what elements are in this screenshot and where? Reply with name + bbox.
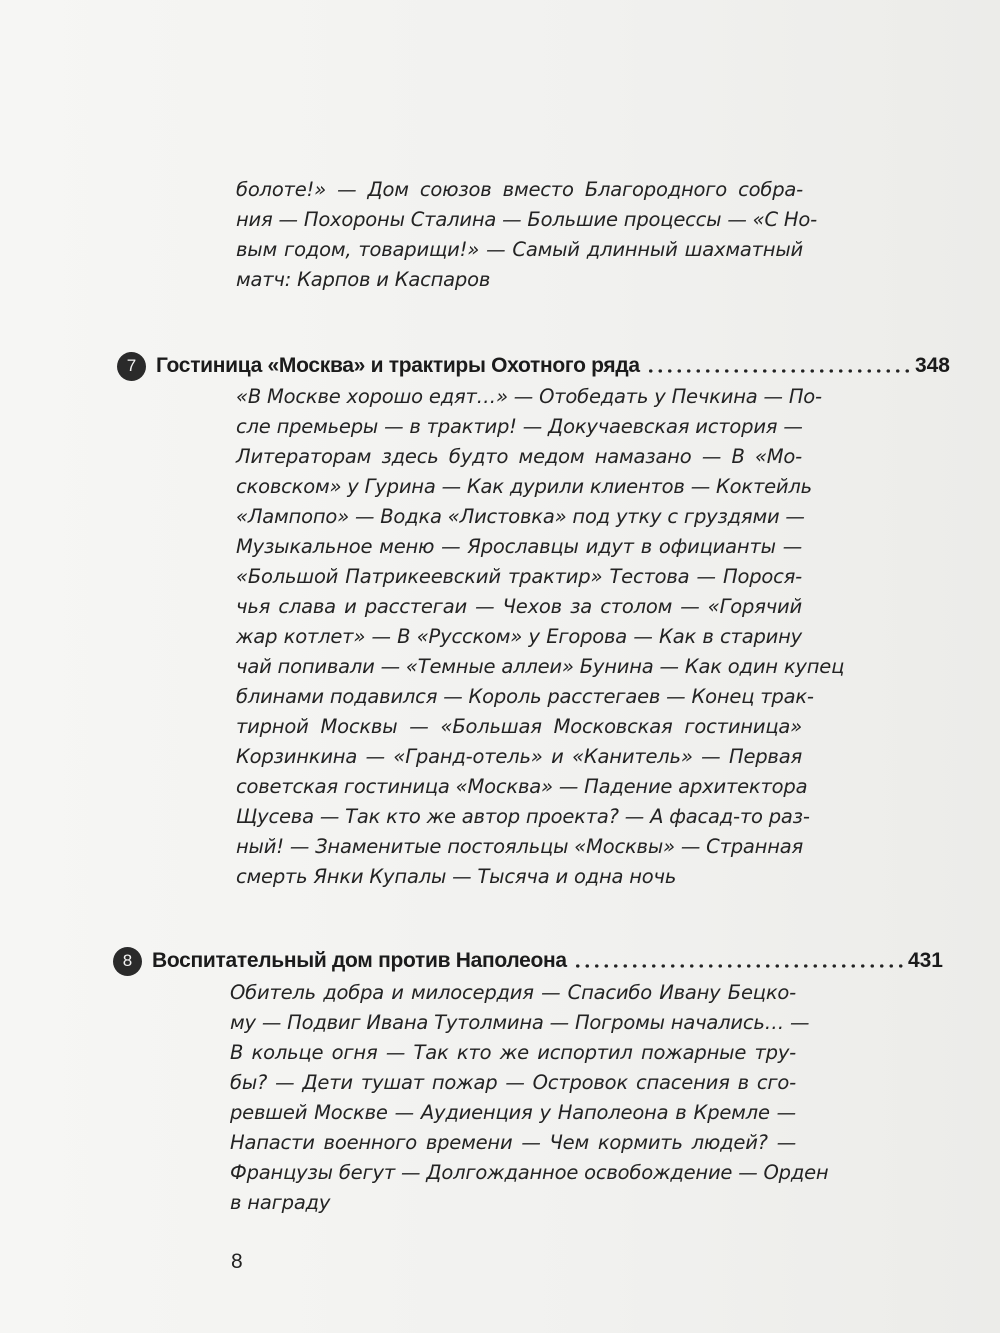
text-line: блинами подавился — Король расстегаев — Конец трак- <box>236 685 814 708</box>
text-line: сле премьеры — в трактир! — Докучаевская история — <box>236 415 803 438</box>
text-line: «Лампопо» — Водка «Листовка» под утку с груздями — <box>236 505 805 528</box>
text-line: му — Подвиг Ивана Тутолмина — Погромы начались… — <box>230 1011 810 1034</box>
chapter-title: Воспитательный дом против Наполеона <box>152 949 567 972</box>
text-line: матч: Карпов и Каспаров <box>236 268 491 291</box>
text-line: Напасти военного времени — Чем кормить людей? — <box>230 1131 796 1154</box>
text-line: жар котлет» — В «Русском» у Егорова — Как в старину <box>236 625 802 648</box>
chapter-heading-7 <box>117 349 950 383</box>
text-line: бы? — Дети тушат пожар — Островок спасения в сго- <box>230 1071 796 1094</box>
text-line: болоте!» — Дом союзов вместо Благородного собра- <box>236 178 803 201</box>
text-line: смерть Янки Купалы — Тысяча и одна ночь <box>236 865 677 888</box>
text-line: ный! — Знаменитые постояльцы «Москвы» — Странная <box>236 835 804 858</box>
chapter-number-badge: 7 <box>117 352 146 381</box>
page-number: 8 <box>231 1250 243 1273</box>
text-line: Корзинкина — «Гранд-отель» и «Канитель» — Первая <box>236 745 802 768</box>
text-line: В кольце огня — Так кто же испортил пожарные тру- <box>230 1041 796 1064</box>
text-line: ния — Похороны Сталина — Большие процессы — «С Но- <box>236 208 817 231</box>
chapter-page-number: 348 <box>914 354 950 377</box>
chapter-7-summary <box>236 382 845 892</box>
chapter-page-number: 431 <box>907 949 943 972</box>
text-line: «В Москве хорошо едят…» — Отобедать у Печкина — По- <box>236 385 822 408</box>
text-line: ревшей Москве — Аудиенция у Наполеона в Кремле — <box>230 1101 796 1124</box>
text-line: Музыкальное меню — Ярославцы идут в официанты — <box>236 535 802 558</box>
chapter-number-badge: 8 <box>113 947 142 976</box>
text-line: Обитель добра и милосердия — Спасибо Ивану Бецко- <box>230 981 796 1004</box>
text-line: тирной Москвы — «Большая Московская гостиница» <box>236 715 802 738</box>
text-line: Литераторам здесь будто медом намазано — В «Мо- <box>236 445 802 468</box>
dot-leader <box>646 367 911 375</box>
text-line: Щусева — Так кто же автор проекта? — А фасад-то раз- <box>236 805 810 828</box>
chapter-title: Гостиница «Москва» и трактиры Охотного ряда <box>156 354 640 377</box>
text-line: в награду <box>230 1191 331 1214</box>
text-line: чья слава и расстегаи — Чехов за столом — «Горячий <box>236 595 802 618</box>
dot-leader <box>573 962 904 970</box>
text-line: советская гостиница «Москва» — Падение архитектора <box>236 775 808 798</box>
chapter-heading-8 <box>113 944 943 978</box>
chapter-8-summary <box>230 978 829 1218</box>
text-line: «Большой Патрикеевский трактир» Тестова — Порося- <box>236 565 802 588</box>
text-line: чай попивали — «Темные аллеи» Бунина — Как один купец <box>236 655 845 678</box>
text-line: сковском» у Гурина — Как дурили клиентов — Коктейль <box>236 475 812 498</box>
text-line: вым годом, товарищи!» — Самый длинный шахматный <box>236 238 803 261</box>
intro-paragraph <box>236 175 817 295</box>
text-line: Французы бегут — Долгожданное освобождение — Орден <box>230 1161 829 1184</box>
